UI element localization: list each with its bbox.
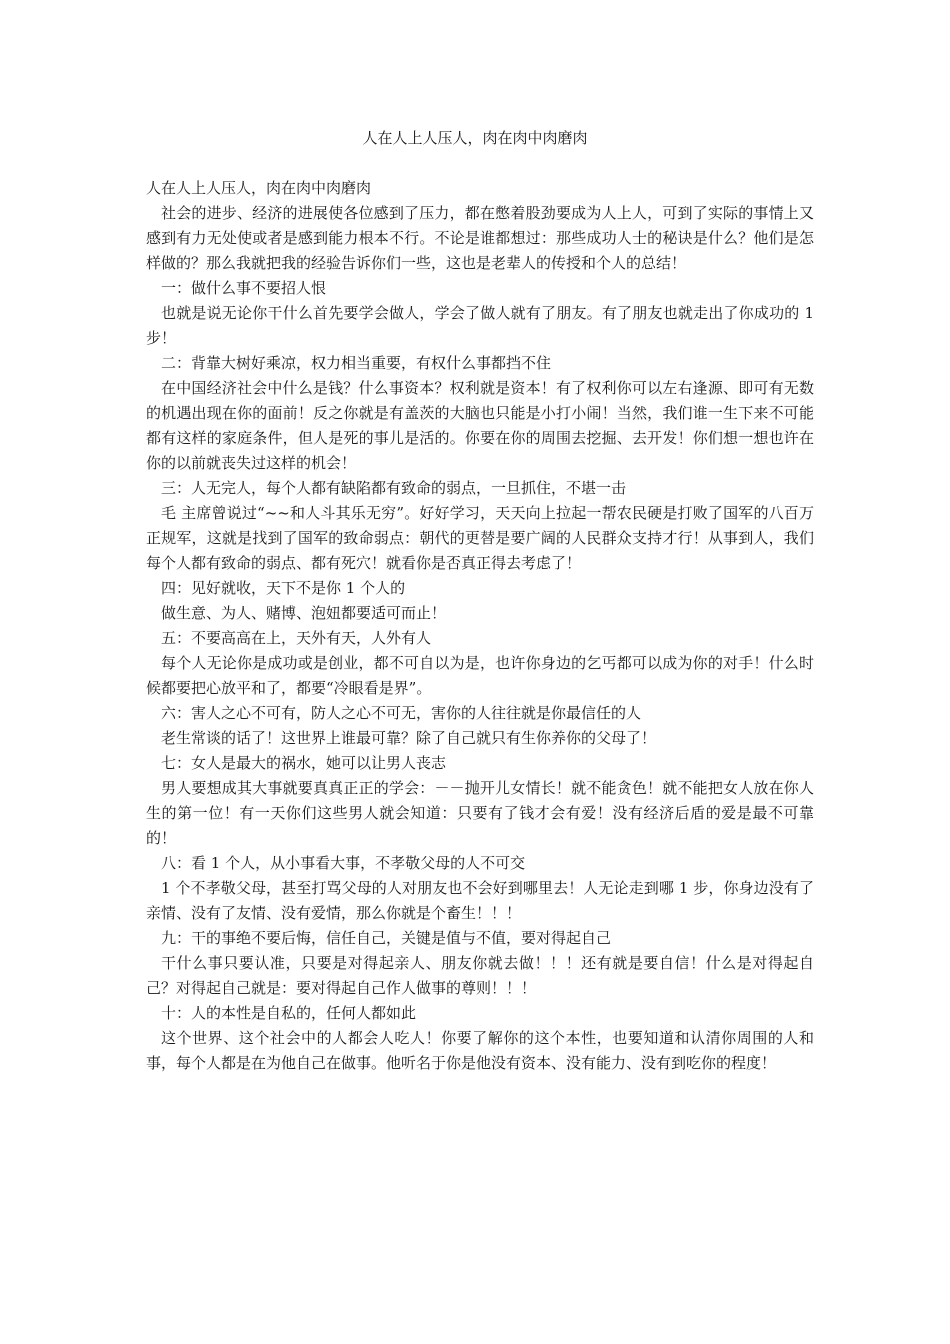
body-paragraph: 社会的进步、经济的进展使各位感到了压力，都在憋着股劲要成为人上人，可到了实际的事情上又感到有力无处使或者是感到能力根本不行。不论是谁都想过：那些成功人士的秘诀是什么？他们是怎样做的？那么我就把我的经验告诉你们一些，这也是老辈人的传授和个人的总结！	[146, 204, 814, 272]
section-heading: 三：人无完人，每个人都有缺陷都有致命的弱点，一旦抓住，不堪一击	[161, 479, 627, 497]
section-heading: 五：不要高高在上，天外有天，人外有人	[161, 629, 432, 647]
section-heading: 六：害人之心不可有，防人之心不可无，害你的人往往就是你最信任的人	[161, 704, 642, 722]
section-heading: 一：做什么事不要招人恨	[161, 279, 327, 297]
body-title-line: 人在人上人压人，肉在肉中肉磨肉	[146, 179, 372, 197]
body-paragraph: 每个人无论你是成功或是创业，都不可自以为是，也许你身边的乞丐都可以成为你的对手！什么时候都要把心放平和了，都要“冷眼看是界”。	[146, 654, 814, 697]
body-paragraph: 在中国经济社会中什么是钱？什么事资本？权利就是资本！有了权利你可以左右逢源、即可有无数的机遇出现在你的面前！反之你就是有盖茨的大脑也只能是小打小闹！当然，我们谁一生下来不可能都有这样的家庭条件，但人是死的事儿是活的。你要在你的周围去挖掘、去开发！你们想一想也许在你的以前就丧失过这样的机会！	[146, 379, 814, 472]
section-heading: 七：女人是最大的祸水，她可以让男人丧志	[161, 754, 447, 772]
section-heading: 十：人的本性是自私的，任何人都如此	[161, 1004, 417, 1022]
section-heading: 九：干的事绝不要后悔，信任自己，关键是值与不值，要对得起自己	[161, 929, 612, 947]
body-paragraph: 男人要想成其大事就要真真正正的学会：－－抛开儿女情长！就不能贪色！就不能把女人放在你人生的第一位！有一天你们这些男人就会知道：只要有了钱才会有爱！没有经济后盾的爱是最不可靠的！	[146, 779, 814, 847]
body-paragraph: 这个世界、这个社会中的人都会人吃人！你要了解你的这个本性，也要知道和认清你周围的人和事，每个人都是在为他自己在做事。他听名于你是他没有资本、没有能力、没有到吃你的程度！	[146, 1029, 814, 1072]
section-heading: 二：背靠大树好乘凉，权力相当重要，有权什么事都挡不住	[161, 354, 552, 372]
document-body	[146, 176, 814, 1076]
body-paragraph: 也就是说无论你干什么首先要学会做人，学会了做人就有了朋友。有了朋友也就走出了你成功的 1 步！	[146, 304, 814, 347]
body-paragraph: 毛 主席曾说过“~~和人斗其乐无穷”。好好学习，天天向上拉起一帮农民硬是打败了国军的八百万正规军，这就是找到了国军的致命弱点：朝代的更替是要广阔的人民群众支持才行！从事到人，我们每个人都有致命的弱点、都有死穴！就看你是否真正得去考虑了！	[146, 504, 814, 572]
section-heading: 八：看 1 个人，从小事看大事，不孝敬父母的人不可交	[161, 854, 526, 872]
body-paragraph: 1 个不孝敬父母，甚至打骂父母的人对朋友也不会好到哪里去！人无论走到哪 1 步，你身边没有了亲情、没有了友情、没有爱情，那么你就是个畜生！！！	[146, 879, 814, 922]
body-paragraph: 老生常谈的话了！这世界上谁最可靠？除了自己就只有生你养你的父母了！	[161, 729, 657, 747]
body-paragraph: 做生意、为人、赌博、泡妞都要适可而止！	[161, 604, 447, 622]
document-title: 人在人上人压人，肉在肉中肉磨肉	[362, 129, 588, 147]
body-paragraph: 干什么事只要认准，只要是对得起亲人、朋友你就去做！！！还有就是要自信！什么是对得起自己？对得起自己就是：要对得起自己作人做事的尊则！！！	[146, 954, 814, 997]
section-heading: 四：见好就收，天下不是你 1 个人的	[161, 579, 406, 597]
